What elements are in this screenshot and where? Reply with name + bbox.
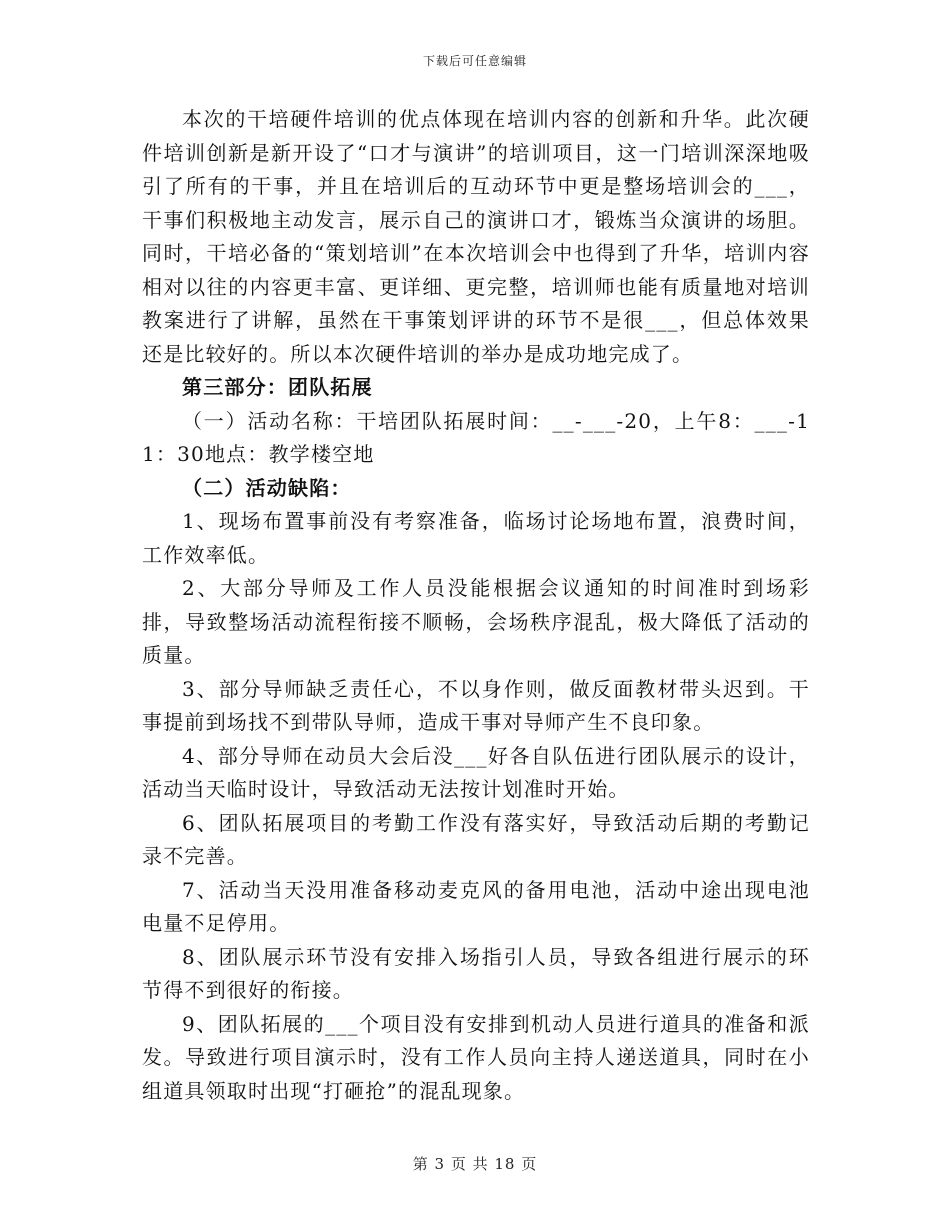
defect-item-8: 8、团队展示环节没有安排入场指引人员，导致各组进行展示的环节得不到很好的衔接。	[142, 944, 810, 1002]
section-heading: 第三部分：团队拓展	[182, 375, 373, 399]
defects-heading: （二）活动缺陷：	[182, 475, 352, 500]
defect-item-4: 4、部分导师在动员大会后没___好各自队伍进行团队展示的设计，活动当天临时设计，导致活动无法按计划准时开始。	[142, 743, 810, 801]
defect-item-9: 9、团队拓展的___个项目没有安排到机动人员进行道具的准备和派发。导致进行项目演示时，没有工作人员向主持人递送道具，同时在小组道具领取时出现“打砸抢”的混乱现象。	[142, 1011, 810, 1103]
defect-item-7: 7、活动当天没用准备移动麦克风的备用电池，活动中途出现电池电量不足停用。	[142, 877, 810, 935]
defect-item-2: 2、大部分导师及工作人员没能根据会议通知的时间准时到场彩排，导致整场活动流程衔接不顺畅，会场秩序混乱，极大降低了活动的质量。	[142, 576, 810, 667]
document-body	[142, 103, 810, 1108]
intro-paragraph: 本次的干培硬件培训的优点体现在培训内容的创新和升华。此次硬件培训创新是新开设了“口才与演讲”的培训项目，这一门培训深深地吸引了所有的干事，并且在培训后的互动环节中更是整场培训会的___，干事们积极地主动发言，展示自己的演讲口才，锻炼当众演讲的场胆。同时，干培必备的“策划培训”在本次培训会中也得到了升华，培训内容相对以往的内容更丰富、更详细、更完整，培训师也能有质量地对培训教案进行了讲解，虽然在干事策划评讲的环节不是很___，但总体效果还是比较好的。所以本次硬件培训的举办是成功地完成了。	[142, 107, 810, 366]
activity-info-paragraph: （一）活动名称：干培团队拓展时间：__-___-20，上午8：___-11：30地点：教学楼空地	[142, 408, 810, 466]
page-number-footer: 第 3 页 共 18 页	[412, 1155, 538, 1173]
page-header: 下载后可任意编辑	[422, 54, 527, 68]
defect-item-3: 3、部分导师缺乏责任心，不以身作则，做反面教材带头迟到。干事提前到场找不到带队导师，造成干事对导师产生不良印象。	[142, 676, 810, 734]
defect-item-6: 6、团队拓展项目的考勤工作没有落实好，导致活动后期的考勤记录不完善。	[142, 810, 810, 868]
defect-item-1: 1、现场布置事前没有考察准备，临场讨论场地布置，浪费时间，工作效率低。	[142, 509, 810, 567]
